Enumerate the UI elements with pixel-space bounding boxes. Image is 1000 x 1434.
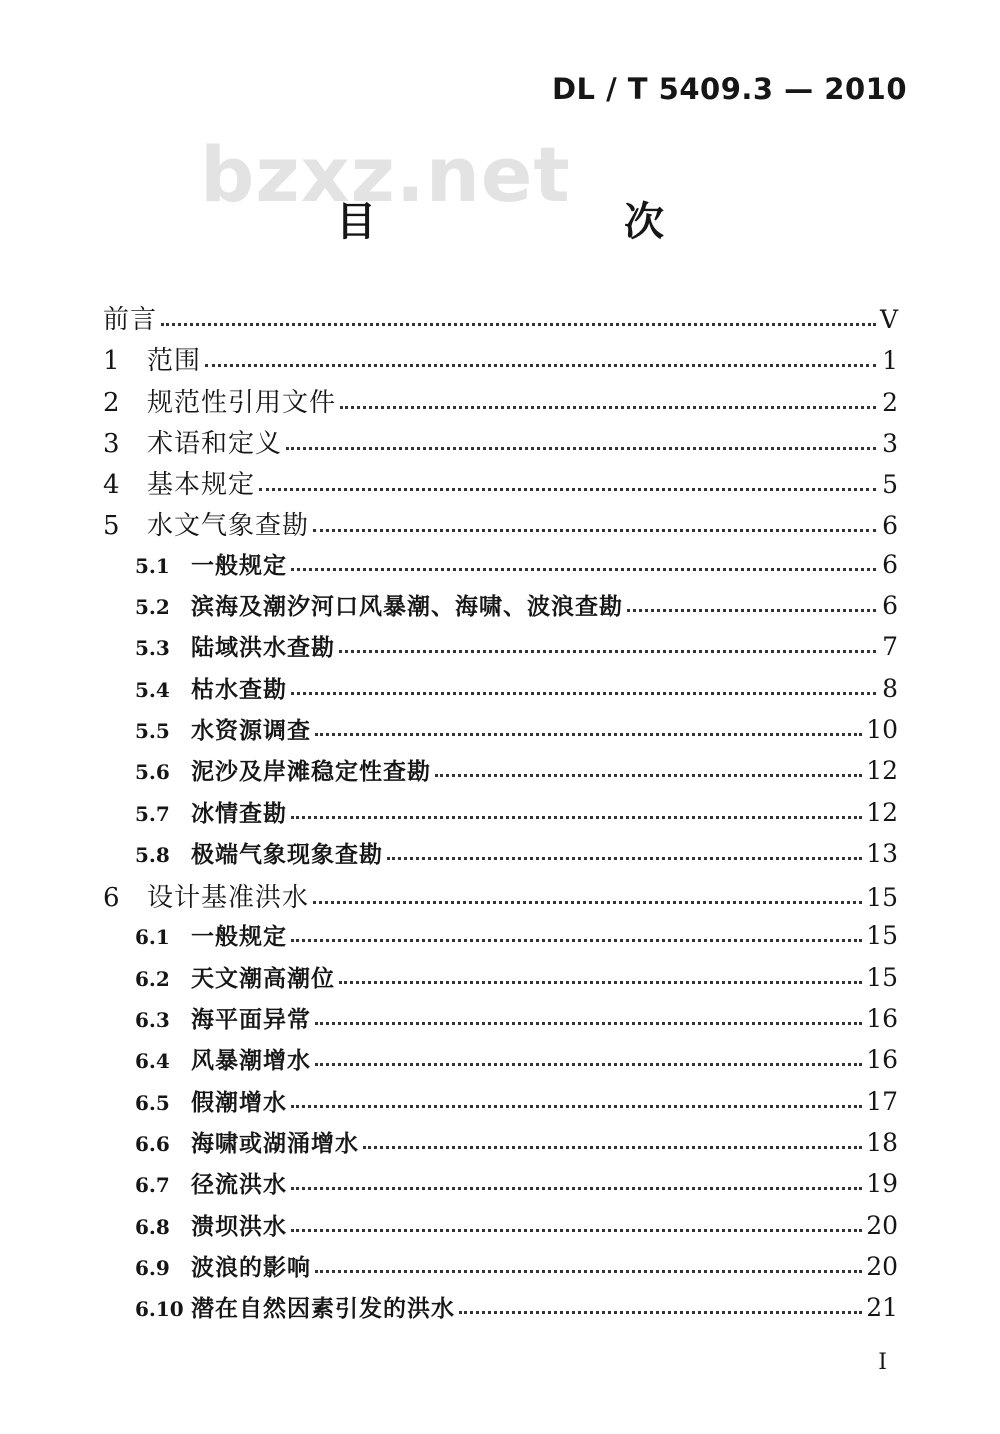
toc-entry [103,588,898,629]
toc-dot-leader [339,649,876,653]
toc-entry [103,1249,898,1290]
toc-entry [103,671,898,712]
toc-entry [103,547,898,588]
toc-entry-page: 5 [882,470,898,500]
toc-dot-leader [291,1104,862,1108]
toc-dot-leader [340,405,876,409]
toc-dot-leader [161,322,876,326]
toc-entry-number: 5.3 [135,636,170,661]
table-of-contents [103,299,898,1331]
toc-entry-page: 6 [882,591,898,621]
toc-entry-number: 6.9 [135,1255,170,1280]
toc-entry-number: 6.10 [135,1297,184,1322]
toc-entry [103,960,898,1001]
toc-entry-title: 陆域洪水查勘 [191,634,335,662]
toc-entry-title: 径流洪水 [191,1171,287,1199]
toc-entry-number: 6.7 [135,1173,170,1198]
toc-entry-page: 6 [882,549,898,579]
toc-entry-number: 6.2 [135,966,170,991]
toc-entry-title: 海啸或湖涌增水 [191,1129,359,1157]
toc-entry [103,464,898,505]
toc-entry-title: 波浪的影响 [191,1253,311,1281]
toc-entry-number: 5 [103,511,120,542]
toc-dot-leader [339,980,862,984]
toc-entry-title: 风暴潮增水 [191,1047,311,1075]
toc-entry-page: 17 [866,1086,898,1116]
toc-dot-leader [459,1310,862,1314]
toc-entry-page: 15 [866,962,898,992]
toc-dot-leader [315,732,862,736]
standard-code: DL / T 5409.3 — 2010 [551,72,907,106]
toc-entry-number: 5.4 [135,677,170,702]
toc-entry-title: 泥沙及岸滩稳定性查勘 [191,758,431,786]
toc-entry-title: 假潮增水 [191,1088,287,1116]
toc-entry [103,877,898,918]
toc-entry-number: 3 [103,428,120,459]
toc-dot-leader [291,938,862,942]
toc-entry-title: 溃坝洪水 [191,1212,287,1240]
toc-entry-number: 6.1 [135,925,170,950]
toc-entry-page: V [879,305,898,334]
toc-entry-page: 15 [866,921,898,951]
toc-entry-number: 6.3 [135,1008,170,1033]
toc-entry [103,340,898,381]
toc-entry-page: 20 [866,1210,898,1240]
toc-entry-page: 3 [882,428,898,458]
toc-entry-title: 水文气象查勘 [147,511,310,542]
watermark: bzxz.net [200,130,571,219]
toc-dot-leader [387,856,862,860]
toc-entry [103,382,898,423]
toc-entry-number: 1 [103,346,120,377]
toc-entry [103,1208,898,1249]
toc-dot-leader [627,608,876,612]
toc-entry-title: 前言 [103,305,158,335]
toc-entry [103,1084,898,1125]
toc-entry-page: 21 [866,1293,898,1323]
toc-entry [103,1166,898,1207]
toc-dot-leader [313,528,876,532]
toc-entry-page: 19 [866,1169,898,1199]
toc-dot-leader [286,446,876,450]
toc-entry [103,1001,898,1042]
toc-entry-title: 基本规定 [147,470,256,501]
toc-entry-page: 20 [866,1251,898,1281]
toc-dot-leader [363,1145,862,1149]
toc-entry-number: 5.5 [135,718,170,743]
toc-entry-title: 水资源调查 [191,716,311,744]
toc-dot-leader [291,1228,862,1232]
toc-entry-number: 5.6 [135,760,170,785]
toc-dot-leader [315,1021,862,1025]
toc-dot-leader [205,363,876,367]
toc-entry-number: 4 [103,470,120,501]
toc-entry [103,505,898,546]
toc-entry-title: 一般规定 [191,551,287,579]
toc-entry-number: 6 [103,883,120,914]
toc-entry-page: 7 [882,632,898,662]
toc-entry-title: 术语和定义 [147,428,283,459]
toc-entry-page: 16 [866,1004,898,1034]
toc-entry [103,836,898,877]
toc-title: 目 次 [336,198,720,245]
toc-entry-page: 12 [866,797,898,827]
toc-entry-title: 冰情查勘 [191,799,287,827]
toc-entry-title: 范围 [147,346,202,377]
toc-entry [103,1042,898,1083]
toc-dot-leader [435,773,862,777]
toc-entry-title: 规范性引用文件 [147,387,337,418]
toc-entry-page: 2 [882,387,898,417]
toc-dot-leader [313,900,862,904]
toc-entry-page: 8 [882,673,898,703]
toc-entry-title: 枯水查勘 [191,675,287,703]
toc-entry-number: 6.4 [135,1049,170,1074]
toc-entry [103,1290,898,1331]
toc-entry-number: 5.1 [135,553,170,578]
toc-entry [103,629,898,670]
toc-entry [103,1125,898,1166]
toc-entry-title: 一般规定 [191,923,287,951]
toc-entry-page: 1 [882,346,898,376]
toc-entry [103,423,898,464]
toc-dot-leader [291,567,876,571]
toc-entry [103,712,898,753]
toc-dot-leader [291,691,876,695]
toc-dot-leader [315,1062,862,1066]
toc-entry-page: 6 [882,511,898,541]
toc-entry-title: 极端气象现象查勘 [191,840,383,868]
toc-dot-leader [259,487,876,491]
toc-entry-number: 5.2 [135,595,170,620]
toc-dot-leader [291,1186,862,1190]
page-number: I [878,1350,887,1375]
toc-entry-page: 10 [866,714,898,744]
toc-entry-number: 6.8 [135,1214,170,1239]
toc-entry-title: 设计基准洪水 [147,883,310,914]
toc-entry-page: 13 [866,838,898,868]
toc-entry-title: 滨海及潮汐河口风暴潮、海啸、波浪查勘 [191,593,623,621]
toc-dot-leader [291,815,862,819]
toc-entry [103,753,898,794]
toc-entry-number: 5.8 [135,842,170,867]
toc-entry-page: 15 [866,883,898,913]
toc-entry-page: 18 [866,1127,898,1157]
toc-entry-title: 海平面异常 [191,1006,311,1034]
toc-entry [103,299,898,340]
toc-entry-page: 16 [866,1045,898,1075]
toc-entry [103,918,898,959]
toc-entry-page: 12 [866,756,898,786]
toc-dot-leader [315,1269,862,1273]
toc-entry-number: 2 [103,387,120,418]
toc-entry [103,795,898,836]
toc-entry-title: 潜在自然因素引发的洪水 [191,1295,455,1323]
toc-entry-number: 6.5 [135,1090,170,1115]
toc-entry-title: 天文潮高潮位 [191,964,335,992]
toc-entry-number: 5.7 [135,801,170,826]
toc-entry-number: 6.6 [135,1131,170,1156]
